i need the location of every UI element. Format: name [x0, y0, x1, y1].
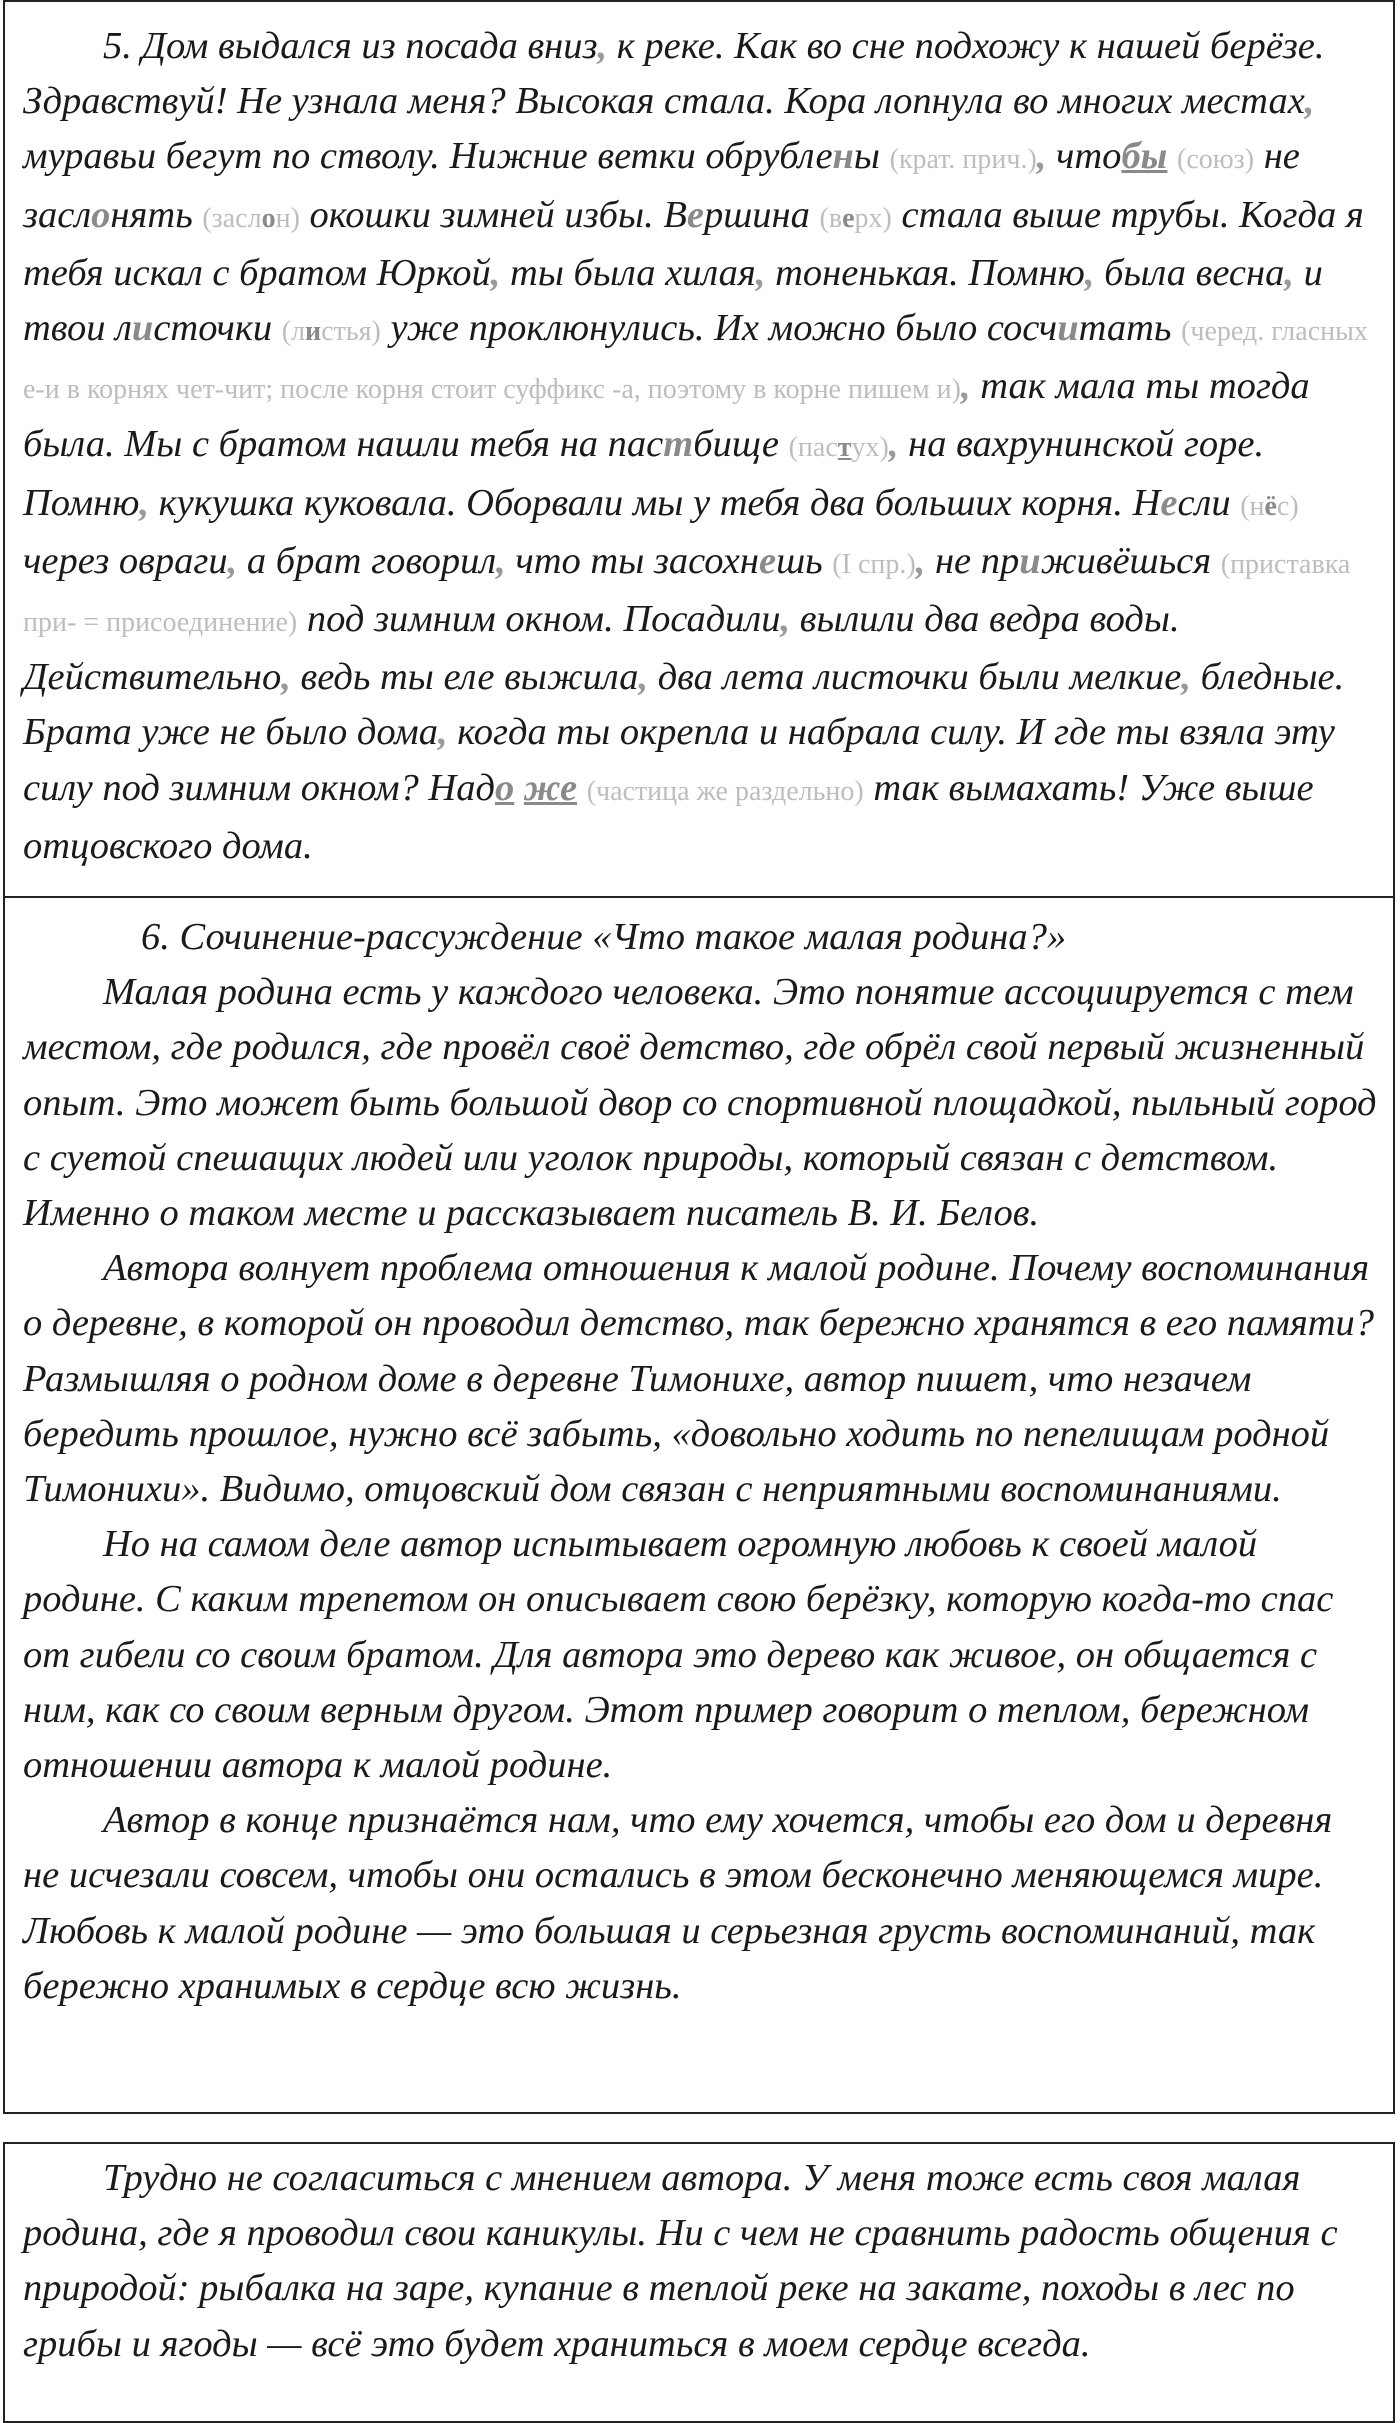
grammar-hint [282, 316, 381, 347]
essay-paragraph: Автора волнует проблема отношения к малой родине. Почему воспоминания о деревне, в которой он проводил детство, так бережно хранятся в его памяти? Размышляя о родном доме в деревне Тимонихе, автор пишет, что незачем бередить прошлое, нужно всё забыть, «довольно ходить по пепелищам родной Тимонихи». Видимо, отцовский дом связан с неприятными воспоминаниями. [23, 1247, 1375, 1511]
comma-mark: , [780, 598, 791, 641]
exercise-5-text [23, 19, 1377, 874]
comma-mark: , [597, 25, 608, 67]
grammar-hint [202, 203, 300, 234]
conclusion-paragraph: Трудно не согласиться с мнением автора. У меня тоже есть своя малая родина, где я проводил свои каникулы. Ни с чем не сравнить радость общения с природой: рыбалка на заре, купание в теплой реке на закате, походы в лес по грибы и ягоды — всё это будет храниться в моем сердце всегда. [23, 2157, 1338, 2365]
grammar-hint: (союз) [1177, 144, 1255, 176]
comma-mark: , [888, 423, 899, 466]
hint-highlighted-letter: т [837, 432, 852, 464]
highlighted-letter: же [523, 766, 578, 809]
text: уже проклюнулись. Их можно было сосч [380, 307, 1058, 350]
essay-box [3, 896, 1395, 2114]
highlighted-letter: и [1019, 539, 1041, 582]
hint-part: (в [819, 202, 843, 234]
comma-mark: , [139, 481, 150, 524]
comma-mark: , [496, 539, 506, 582]
hint-part: (л [281, 316, 306, 348]
highlighted-letter: бы [1121, 135, 1168, 178]
comma-mark: , [638, 656, 649, 699]
text: к реке. Как во сне подхожу к нашей берёзе. Здравствуй! Не узнала меня? Высокая стала. Кора лопнула во многих местах [23, 25, 1325, 123]
essay-paragraph: Малая родина есть у каждого человека. Это понятие ассоциируется с тем местом, где родился, где провёл своё детство, где обрёл свой первый жизненный опыт. Это может быть большой двор со спортивной площадкой, пыльный город с суетой спешащих людей или уголок природы, который связан с детством. Именно о таком месте и рассказывает писатель В. И. Белов. [23, 971, 1377, 1235]
grammar-hint [820, 203, 892, 234]
grammar-hint: (крат. прич.) [889, 144, 1037, 176]
text: была весна [1094, 251, 1285, 294]
hint-part: с) [1276, 490, 1299, 522]
text: кукушка куковала. Оборвали мы у тебя два больших корня. Н [149, 481, 1161, 524]
text: 5. Дом выдался из посада вниз [103, 25, 598, 67]
text: и твои л [23, 251, 1323, 350]
text: нять [110, 193, 203, 236]
hint-part: ух) [851, 432, 889, 464]
text: сли [1177, 481, 1241, 524]
hint-highlighted-letter: е [842, 202, 855, 234]
comma-mark: , [755, 251, 766, 294]
text: сточки [153, 307, 282, 350]
highlighted-letter: о [91, 193, 111, 236]
text: живёшься [1040, 539, 1221, 582]
essay-title: 6. Сочинение-рассуждение «Что такое малая родина?» [141, 916, 1067, 958]
text: под зимним окном. Посадили [297, 598, 781, 641]
text: ы [853, 135, 890, 178]
grammar-hint: (приставка при- = присоединение) [23, 548, 1351, 639]
text [1167, 135, 1177, 177]
grammar-hint: (частица же раздельно) [586, 775, 864, 807]
text: тать [1078, 307, 1182, 350]
text: через овраги [23, 539, 228, 582]
text: что ты засохн [505, 539, 759, 582]
highlighted-letter: и [1057, 307, 1079, 350]
grammar-hint: (I спр.) [832, 548, 916, 580]
comma-mark: , [1181, 656, 1191, 699]
essay-paragraph: Автор в конце признаётся нам, что ему хочется, чтобы его дом и деревня не исчезали совсем, чтобы они остались в этом бесконечно меняющемся мире. Любовь к малой родине — это большая и серьезная грусть воспоминаний, так бережно хранимых в сердце всю жизнь. [23, 1799, 1333, 2007]
text: на вахрунинской горе. Помню [23, 423, 1265, 524]
conclusion-box [3, 2142, 1395, 2423]
comma-mark: , [437, 711, 448, 754]
text: так вымахать! Уже выше отцовского дома. [23, 766, 1314, 867]
hint-part: (засл [202, 202, 262, 234]
exercise-5-box [3, 0, 1395, 898]
hint-highlighted-letter: и [305, 316, 322, 348]
comma-mark: , [1284, 251, 1294, 294]
comma-mark: , [1304, 80, 1315, 123]
comma-mark: , [960, 365, 971, 408]
highlighted-letter: е [686, 193, 704, 236]
text: шь [776, 539, 833, 582]
text: муравьи бегут по стволу. Нижние ветки обрубле [23, 135, 833, 178]
comma-mark: , [281, 656, 291, 699]
highlighted-letter: н [832, 135, 854, 178]
text: ты была хилая [500, 251, 756, 294]
hint-part: (пас [788, 432, 838, 464]
text: тоненькая. Помню [765, 251, 1085, 294]
highlighted-letter: и [131, 307, 154, 350]
essay-paragraph: Но на самом деле автор испытывает огромную любовь к своей малой родине. С каким трепетом он описывает свою берёзку, которую когда-то спас от гибели со своим братом. Для автора это дерево как живое, он общается с ним, как со своим верным другом. Этот пример говорит о теплом, бережном отношении автора к малой родине. [23, 1523, 1334, 1787]
hint-part: (н [1240, 490, 1265, 522]
hint-part: рх) [854, 202, 892, 234]
text: ведь ты еле выжила [290, 656, 639, 699]
text: а брат говорил [237, 539, 497, 582]
text: так мала ты тогда была. Мы с братом нашли тебя на пас [23, 365, 1310, 466]
highlighted-letter: т [663, 423, 694, 466]
hint-highlighted-letter: ё [1264, 490, 1277, 522]
comma-mark: , [490, 251, 501, 294]
text: стала выше трубы. Когда я тебя искал с братом Юркой [23, 193, 1364, 294]
text: бледные. Брата уже не было дома [23, 656, 1345, 754]
highlighted-letter: о [494, 766, 515, 809]
text: ршина [703, 193, 820, 236]
highlighted-letter: е [1160, 481, 1178, 524]
text: бище [693, 423, 789, 466]
text: когда ты окрепла и набрала силу. И где ты взяла эту силу под зимним окном? Над [23, 711, 1335, 809]
text: не засл [23, 135, 1300, 236]
text [514, 767, 524, 809]
text: два лета листочки были мелкие [648, 656, 1182, 699]
text: не пр [925, 539, 1020, 582]
text: окошки зимней избы. В [299, 193, 687, 236]
comma-mark: , [1084, 251, 1095, 294]
comma-mark: , [1036, 135, 1047, 178]
grammar-hint [1240, 491, 1299, 522]
hint-part: н) [275, 202, 300, 234]
text [577, 767, 587, 809]
grammar-hint [789, 432, 889, 463]
comma-mark: , [227, 539, 238, 582]
grammar-hint: (черед. гласных е-и в корнях чет-чит; после корня стоит суффикс -а, поэтому в корне пишем и) [23, 316, 1368, 406]
text: вылили два ведра воды. Действительно [23, 598, 1180, 699]
text: что [1046, 135, 1122, 178]
hint-highlighted-letter: о [261, 202, 276, 234]
comma-mark: , [915, 539, 926, 582]
highlighted-letter: е [758, 539, 777, 582]
hint-part: стья) [321, 316, 381, 348]
